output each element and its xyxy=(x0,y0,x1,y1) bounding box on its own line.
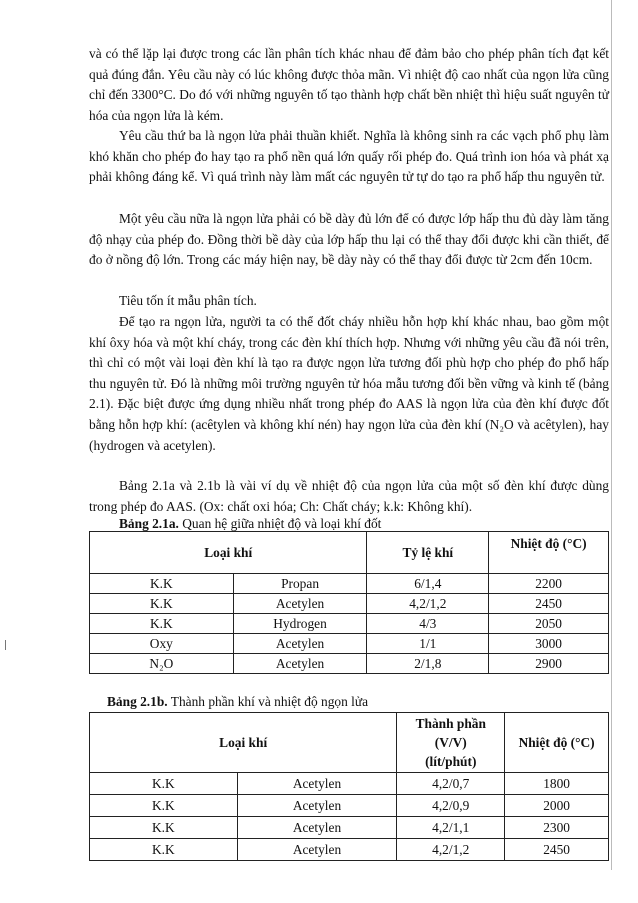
table-cell: K.K xyxy=(90,795,238,817)
table-cell: 4/3 xyxy=(367,614,489,634)
paragraph-6: Bảng 2.1a và 2.1b là vài ví dụ về nhiệt độ của ngọn lửa của một số đèn khí được dùng trong phép đo AAS. (Ox: chất oxi hóa; Ch: Chất cháy; k.k: Không khí). xyxy=(89,478,609,514)
right-margin-line xyxy=(611,0,612,870)
table-cell: Acetylen xyxy=(233,594,367,614)
table-cell: 4,2/1,2 xyxy=(397,839,505,861)
table-a-caption-label: Bảng 2.1a. xyxy=(119,516,179,531)
paragraph-5: Để tạo ra ngọn lửa, người ta có thể đốt cháy nhiều hỗn hợp khí khác nhau, bao gồm một khí ôxy hóa và một khí cháy, trong các đèn khí thích hợp. Nhưng với những yêu cầu đã nói trên, thì chỉ có một vài loại đèn khí là tạo ra được ngọn lửa tương đối phù hợp cho phép đo phổ hấp thu nguyên tử. Đó là những môi trường nguyên tử hóa mẫu tương đối bền vững và kinh tế (bảng 2.1). Đặc biệt được ứng dụng nhiều nhất trong phép đo AAS là ngọn lửa của đèn khí được đốt bằng hỗn hợp khí: (acêtylen và không khí nén) hay ngọn lửa của đèn khí (N₂O và acêtylen), hay (hydrogen và acetylen). xyxy=(89,314,609,453)
margin-mark: ǀ xyxy=(4,638,8,654)
table-cell: 4,2/0,9 xyxy=(397,795,505,817)
table-cell: K.K xyxy=(90,817,238,839)
table-row xyxy=(90,795,609,817)
paragraph-2: Yêu cầu thứ ba là ngọn lửa phải thuần khiết. Nghĩa là không sinh ra các vạch phổ phụ làm khó khăn cho phép đo hay tạo ra phổ nền quá lớn quấy rối phép đo. Quá trình ion hóa và phát xạ phải không đáng kể. Vì quá trình này làm mất các nguyên tử tự do tạo ra phổ hấp thu nguyên tử. xyxy=(89,128,609,185)
table-cell: Acetylen xyxy=(237,839,397,861)
table-cell: Acetylen xyxy=(233,634,367,654)
table-b-header-temp: Nhiệt độ (°C) xyxy=(505,713,609,773)
table-a xyxy=(89,531,609,674)
table-row xyxy=(90,594,609,614)
table-cell: 2/1,8 xyxy=(367,654,489,674)
table-cell: 2450 xyxy=(505,839,609,861)
table-b-caption xyxy=(107,694,368,710)
table-row xyxy=(90,773,609,795)
table-cell: 3000 xyxy=(489,634,609,654)
table-cell: K.K xyxy=(90,594,234,614)
table-b-caption-text: Thành phần khí và nhiệt độ ngọn lửa xyxy=(167,694,369,709)
table-b-header-composition-1: Thành phần xyxy=(415,716,486,731)
table-cell: K.K xyxy=(90,614,234,634)
table-a-header-gas: Loại khí xyxy=(90,532,367,574)
paragraph-4: Tiêu tốn ít mẫu phân tích. xyxy=(119,293,257,308)
table-cell: 2450 xyxy=(489,594,609,614)
table-cell: N₂O xyxy=(90,654,234,674)
table-cell: 1/1 xyxy=(367,634,489,654)
table-row xyxy=(90,839,609,861)
table-cell: Acetylen xyxy=(237,773,397,795)
table-cell: 4,2/1,2 xyxy=(367,594,489,614)
table-a-header-row xyxy=(90,532,609,574)
table-row xyxy=(90,817,609,839)
table-cell: Propan xyxy=(233,574,367,594)
table-cell: 2000 xyxy=(505,795,609,817)
table-row xyxy=(90,614,609,634)
table-cell: Acetylen xyxy=(237,817,397,839)
table-cell: 1800 xyxy=(505,773,609,795)
table-cell: 2050 xyxy=(489,614,609,634)
table-cell: 2300 xyxy=(505,817,609,839)
table-b-caption-label: Bảng 2.1b. xyxy=(107,694,168,709)
table-b-header-composition xyxy=(397,713,505,773)
table-cell: 2900 xyxy=(489,654,609,674)
table-cell: Acetylen xyxy=(233,654,367,674)
table-cell: 2200 xyxy=(489,574,609,594)
table-row xyxy=(90,634,609,654)
table-a-caption-text: Quan hệ giữa nhiệt độ và loại khí đốt xyxy=(178,516,382,531)
table-b-header-gas: Loại khí xyxy=(90,713,397,773)
table-row xyxy=(90,654,609,674)
table-cell: K.K xyxy=(90,574,234,594)
table-b-header-composition-2: (V/V) xyxy=(434,735,467,750)
table-cell: K.K xyxy=(90,773,238,795)
table-b-header-composition-3: (lít/phút) xyxy=(425,754,477,769)
table-cell: Hydrogen xyxy=(233,614,367,634)
table-cell: 4,2/0,7 xyxy=(397,773,505,795)
table-b xyxy=(89,712,609,861)
table-cell: Oxy xyxy=(90,634,234,654)
table-a-header-temp: Nhiệt độ (°C) xyxy=(489,532,609,574)
table-row xyxy=(90,574,609,594)
table-cell: 4,2/1,1 xyxy=(397,817,505,839)
table-a-caption xyxy=(119,516,381,532)
paragraph-1: và có thể lặp lại được trong các lần phân tích khác nhau để đảm bảo cho phép phân tích đạt kết quả đúng đắn. Yêu cầu này có lúc không được thỏa mãn. Vì nhiệt độ cao nhất của ngọn lửa cũng chỉ đến 3300°C. Do đó với những nguyên tố tạo thành hợp chất bền nhiệt thì hiệu suất nguyên tử hóa của ngọn lửa là kém. xyxy=(89,46,609,123)
paragraph-3: Một yêu cầu nữa là ngọn lửa phải có bề dày đủ lớn để có được lớp hấp thu đủ dày làm tăng độ nhạy của phép đo. Đồng thời bề dày của lớp hấp thu lại có thể thay đổi được khi cần thiết, để đo ở nồng độ lớn. Trong các máy hiện nay, bề dày này có thể thay đổi được từ 2cm đến 10cm. xyxy=(89,211,609,268)
table-b-header-row xyxy=(90,713,609,773)
table-cell: Acetylen xyxy=(237,795,397,817)
table-cell: 6/1,4 xyxy=(367,574,489,594)
table-cell: K.K xyxy=(90,839,238,861)
table-a-header-ratio: Tỷ lệ khí xyxy=(367,532,489,574)
